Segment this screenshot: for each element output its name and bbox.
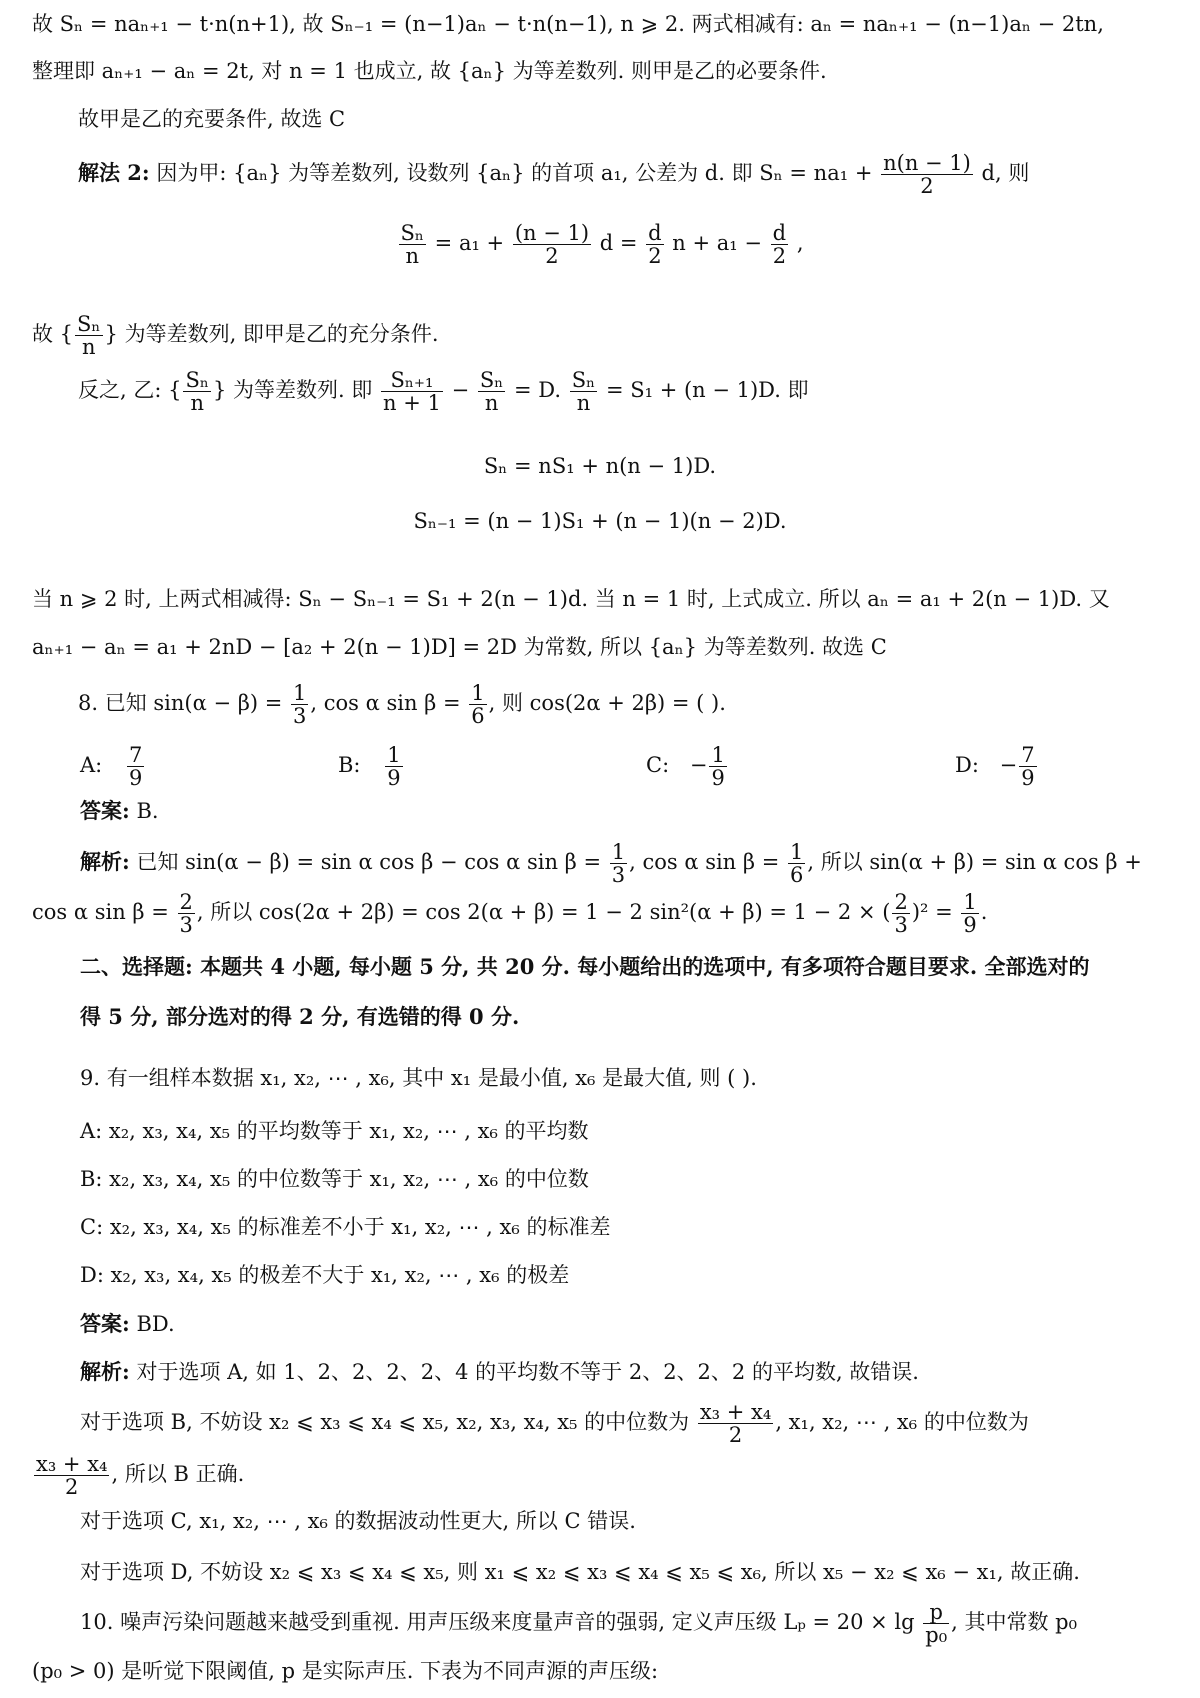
equation-display — [0, 507, 1200, 535]
fraction — [183, 369, 210, 414]
fraction — [698, 1401, 773, 1446]
fraction — [771, 222, 788, 267]
answer-value: BD. — [136, 1312, 175, 1336]
option-d — [955, 737, 1039, 793]
question-text: 10. 噪声污染问题越来越受到重视. 用声压级来度量声音的强弱, 定义声压级 Lₚ = 20 × lg — [80, 1610, 915, 1634]
option-label: D: — [955, 753, 979, 777]
numerator: 1 — [711, 742, 725, 767]
option-b — [338, 737, 405, 793]
numerator: 1 — [611, 839, 626, 864]
question-text: , 其中常数 p₀ — [951, 1610, 1078, 1634]
denominator: 6 — [471, 704, 485, 728]
analysis-line — [32, 1446, 244, 1502]
equation-text: = a₁ + — [434, 231, 505, 255]
option-c — [80, 1213, 610, 1241]
denominator: 3 — [611, 863, 626, 887]
fraction — [513, 222, 591, 267]
fraction — [892, 891, 909, 936]
option-text: B: x₂, x₃, x₄, x₅ 的中位数等于 x₁, x₂, ⋯ , x₆ 的中位数 — [80, 1167, 589, 1191]
fraction — [961, 891, 978, 936]
fraction — [381, 369, 443, 414]
fraction — [469, 682, 486, 727]
solution-text: 故 Sₙ = naₙ₊₁ − t·n(n+1), 故 Sₙ₋₁ = (n−1)aₙ − t·n(n−1), n ⩾ 2. 两式相减有: aₙ = naₙ₊₁ − (n−1)aₙ − 2tn, — [32, 12, 1104, 36]
analysis-line — [80, 1394, 1029, 1450]
numerator: d — [648, 220, 662, 245]
denominator: n — [484, 391, 499, 415]
question-10-line-2 — [32, 1657, 658, 1685]
question-text: (p₀ > 0) 是听觉下限阈值, p 是实际声压. 下表为不同声源的声压级: — [32, 1659, 659, 1683]
text-line — [78, 362, 809, 418]
analysis-text: . — [980, 900, 988, 924]
question-10 — [80, 1594, 1077, 1650]
denominator: n — [190, 391, 204, 415]
denominator: n + 1 — [383, 391, 441, 415]
option-b — [80, 1165, 589, 1193]
option-c — [646, 737, 729, 793]
analysis-text: , 所以 sin(α + β) = sin α cos β + — [807, 850, 1142, 874]
analysis-line — [80, 834, 1142, 890]
option-text: D: x₂, x₃, x₄, x₅ 的极差不大于 x₁, x₂, ⋯ , x₆ 的极差 — [80, 1263, 570, 1287]
solution-text: } 为等差数列, 即甲是乙的充分条件. — [104, 322, 439, 346]
method-label: 解法 2: — [78, 160, 150, 185]
numerator: 2 — [179, 889, 193, 914]
conclusion-text: 故甲是乙的充要条件, 故选 C — [78, 107, 346, 131]
numerator: 1 — [387, 742, 401, 767]
equation-display — [0, 215, 1200, 271]
numerator: Sₙ₊₁ — [381, 369, 443, 392]
analysis-text: 已知 sin(α − β) = sin α cos β − cos α sin β = — [136, 850, 602, 874]
numerator: n(n − 1) — [883, 150, 971, 175]
method-2-line — [78, 145, 1029, 201]
solution-text: 故 { — [32, 322, 74, 346]
text-line — [32, 10, 1104, 38]
solution-text: 当 n ⩾ 2 时, 上两式相减得: Sₙ − Sₙ₋₁ = S₁ + 2(n − 1)d. 当 n = 1 时, 上式成立. 所以 aₙ = a₁ + 2(n − 1)D. 又 — [32, 587, 1110, 611]
fraction — [127, 744, 144, 789]
numerator: 1 — [293, 680, 307, 705]
analysis-text: , x₁, x₂, ⋯ , x₆ 的中位数为 — [775, 1410, 1029, 1434]
denominator: 2 — [920, 174, 934, 198]
fraction — [881, 152, 973, 197]
denominator: 9 — [128, 766, 143, 790]
numerator: x₃ + x₄ — [699, 1399, 772, 1424]
fraction — [385, 744, 402, 789]
section-text: 二、选择题: 本题共 4 小题, 每小题 5 分, 共 20 分. 每小题给出的选项中, 有多项符合题目要求. 全部选对的 — [80, 954, 1090, 979]
denominator: n — [82, 335, 96, 359]
solution-text: aₙ₊₁ − aₙ = a₁ + 2nD − [a₂ + 2(n − 1)D] = 2D 为常数, 所以 {aₙ} 为等差数列. 故选 C — [32, 635, 887, 659]
denominator: 2 — [65, 1475, 79, 1499]
denominator: 2 — [545, 244, 559, 268]
numerator: x₃ + x₄ — [36, 1451, 108, 1476]
equation-text: Sₙ = nS₁ + n(n − 1)D. — [483, 454, 717, 478]
analysis-text: , cos α sin β = — [629, 850, 780, 874]
text-line — [32, 57, 827, 85]
fraction — [610, 841, 627, 886]
method-text: 因为甲: {aₙ} 为等差数列, 设数列 {aₙ} 的首项 a₁, 公差为 d. 即 Sₙ = na₁ + — [156, 161, 873, 185]
numerator: 1 — [963, 889, 977, 914]
analysis-text: , 所以 cos(2α + 2β) = cos 2(α + β) = 1 − 2 sin²(α + β) = 1 − 2 × ( — [196, 900, 891, 924]
fraction — [1019, 744, 1036, 789]
method-text: d, 则 — [981, 161, 1030, 185]
question-text: 9. 有一组样本数据 x₁, x₂, ⋯ , x₆, 其中 x₁ 是最小值, x₆ 是最大值, 则 ( ). — [80, 1066, 757, 1090]
numerator: 7 — [1021, 742, 1035, 767]
solution-text: } 为等差数列. 即 — [212, 378, 373, 402]
fraction — [646, 222, 663, 267]
denominator: 9 — [963, 913, 977, 937]
question-9 — [80, 1064, 757, 1092]
text-line — [32, 306, 439, 362]
analysis-text: , 所以 B 正确. — [111, 1462, 245, 1486]
solution-text: − — [451, 378, 470, 402]
analysis-text: 对于选项 A, 如 1、2、2、2、2、4 的平均数不等于 2、2、2、2 的平均数, 故错误. — [136, 1360, 919, 1384]
denominator: 9 — [711, 766, 725, 790]
question-text: 8. 已知 sin(α − β) = — [78, 691, 283, 715]
numerator: Sₙ — [479, 367, 504, 392]
solution-text: 反之, 乙: { — [78, 378, 182, 402]
analysis-label: 解析: — [80, 1359, 130, 1384]
numerator: 2 — [894, 889, 908, 914]
minus-sign: − — [999, 753, 1018, 777]
answer-label: 答案: — [80, 798, 130, 823]
denominator: 6 — [789, 863, 804, 887]
numerator: 7 — [128, 742, 143, 767]
text-line — [32, 633, 887, 661]
analysis-line — [80, 1507, 636, 1535]
analysis-text: )² = — [911, 900, 953, 924]
option-text: A: x₂, x₃, x₄, x₅ 的平均数等于 x₁, x₂, ⋯ , x₆ 的平均数 — [80, 1119, 589, 1143]
equation-text: , — [796, 231, 804, 255]
denominator: 3 — [179, 913, 193, 937]
fraction — [709, 744, 726, 789]
numerator: (n − 1) — [514, 220, 590, 245]
numerator: d — [772, 220, 787, 245]
fraction — [788, 841, 805, 886]
analysis-label: 解析: — [80, 849, 130, 874]
analysis-text: 对于选项 D, 不妨设 x₂ ⩽ x₃ ⩽ x₄ ⩽ x₅, 则 x₁ ⩽ x₂ ⩽ x₃ ⩽ x₄ ⩽ x₅ ⩽ x₆, 所以 x₅ − x₂ ⩽ x₆ − x₁, 故正确. — [80, 1560, 1080, 1584]
analysis-text: 对于选项 C, x₁, x₂, ⋯ , x₆ 的数据波动性更大, 所以 C 错误. — [80, 1509, 636, 1533]
solution-text: = D. — [514, 378, 562, 402]
minus-sign: − — [689, 753, 708, 777]
denominator: 3 — [894, 913, 908, 937]
fraction — [34, 1453, 109, 1498]
text-line — [78, 105, 345, 133]
fraction — [291, 682, 308, 727]
solution-text: 整理即 aₙ₊₁ − aₙ = 2t, 对 n = 1 也成立, 故 {aₙ} 为等差数列. 则甲是乙的必要条件. — [32, 59, 827, 83]
equation-text: n + a₁ − — [672, 231, 762, 255]
analysis-line — [80, 1358, 919, 1386]
section-heading — [80, 1003, 519, 1031]
fraction — [75, 313, 102, 358]
denominator: n — [576, 391, 591, 415]
option-a — [80, 737, 146, 793]
fraction — [923, 1601, 949, 1646]
solution-text: = S₁ + (n − 1)D. 即 — [605, 378, 809, 402]
denominator: 3 — [293, 704, 307, 728]
analysis-text: cos α sin β = — [32, 900, 169, 924]
answer-line — [80, 797, 159, 825]
numerator: Sₙ — [400, 220, 424, 245]
denominator: 2 — [728, 1423, 743, 1447]
numerator: Sₙ — [571, 367, 596, 392]
answer-label: 答案: — [80, 1311, 130, 1336]
fraction — [399, 222, 426, 267]
text-line — [32, 585, 1110, 613]
section-heading — [80, 953, 1089, 981]
analysis-line — [32, 884, 987, 940]
denominator: n — [405, 244, 419, 268]
option-text: C: x₂, x₃, x₄, x₅ 的标准差不小于 x₁, x₂, ⋯ , x₆ 的标准差 — [80, 1215, 611, 1239]
fraction — [178, 891, 195, 936]
numerator: Sₙ — [77, 311, 101, 336]
section-text: 得 5 分, 部分选对的得 2 分, 有选错的得 0 分. — [80, 1004, 520, 1029]
option-label: A: — [80, 753, 103, 777]
question-text: , 则 cos(2α + 2β) = ( ). — [488, 691, 726, 715]
numerator: Sₙ — [185, 367, 209, 392]
equation-text: Sₙ₋₁ = (n − 1)S₁ + (n − 1)(n − 2)D. — [413, 509, 787, 533]
analysis-line — [80, 1558, 1080, 1586]
fraction — [570, 369, 597, 414]
equation-display — [0, 452, 1200, 480]
denominator: p₀ — [925, 1623, 948, 1647]
question-8 — [78, 675, 726, 731]
question-text: , cos α sin β = — [310, 691, 461, 715]
fraction — [478, 369, 505, 414]
option-label: C: — [646, 753, 670, 777]
numerator: p — [923, 1601, 949, 1624]
option-d — [80, 1261, 569, 1289]
option-a — [80, 1117, 589, 1145]
numerator: 1 — [789, 839, 804, 864]
answer-line — [80, 1310, 175, 1338]
numerator: 1 — [471, 680, 485, 705]
answer-value: B. — [136, 799, 159, 823]
denominator: 2 — [772, 244, 787, 268]
option-label: B: — [338, 753, 361, 777]
denominator: 2 — [648, 244, 662, 268]
denominator: 9 — [387, 766, 401, 790]
denominator: 9 — [1021, 766, 1035, 790]
equation-text: d = — [599, 231, 638, 255]
analysis-text: 对于选项 B, 不妨设 x₂ ⩽ x₃ ⩽ x₄ ⩽ x₅, x₂, x₃, x₄, x₅ 的中位数为 — [80, 1410, 690, 1434]
